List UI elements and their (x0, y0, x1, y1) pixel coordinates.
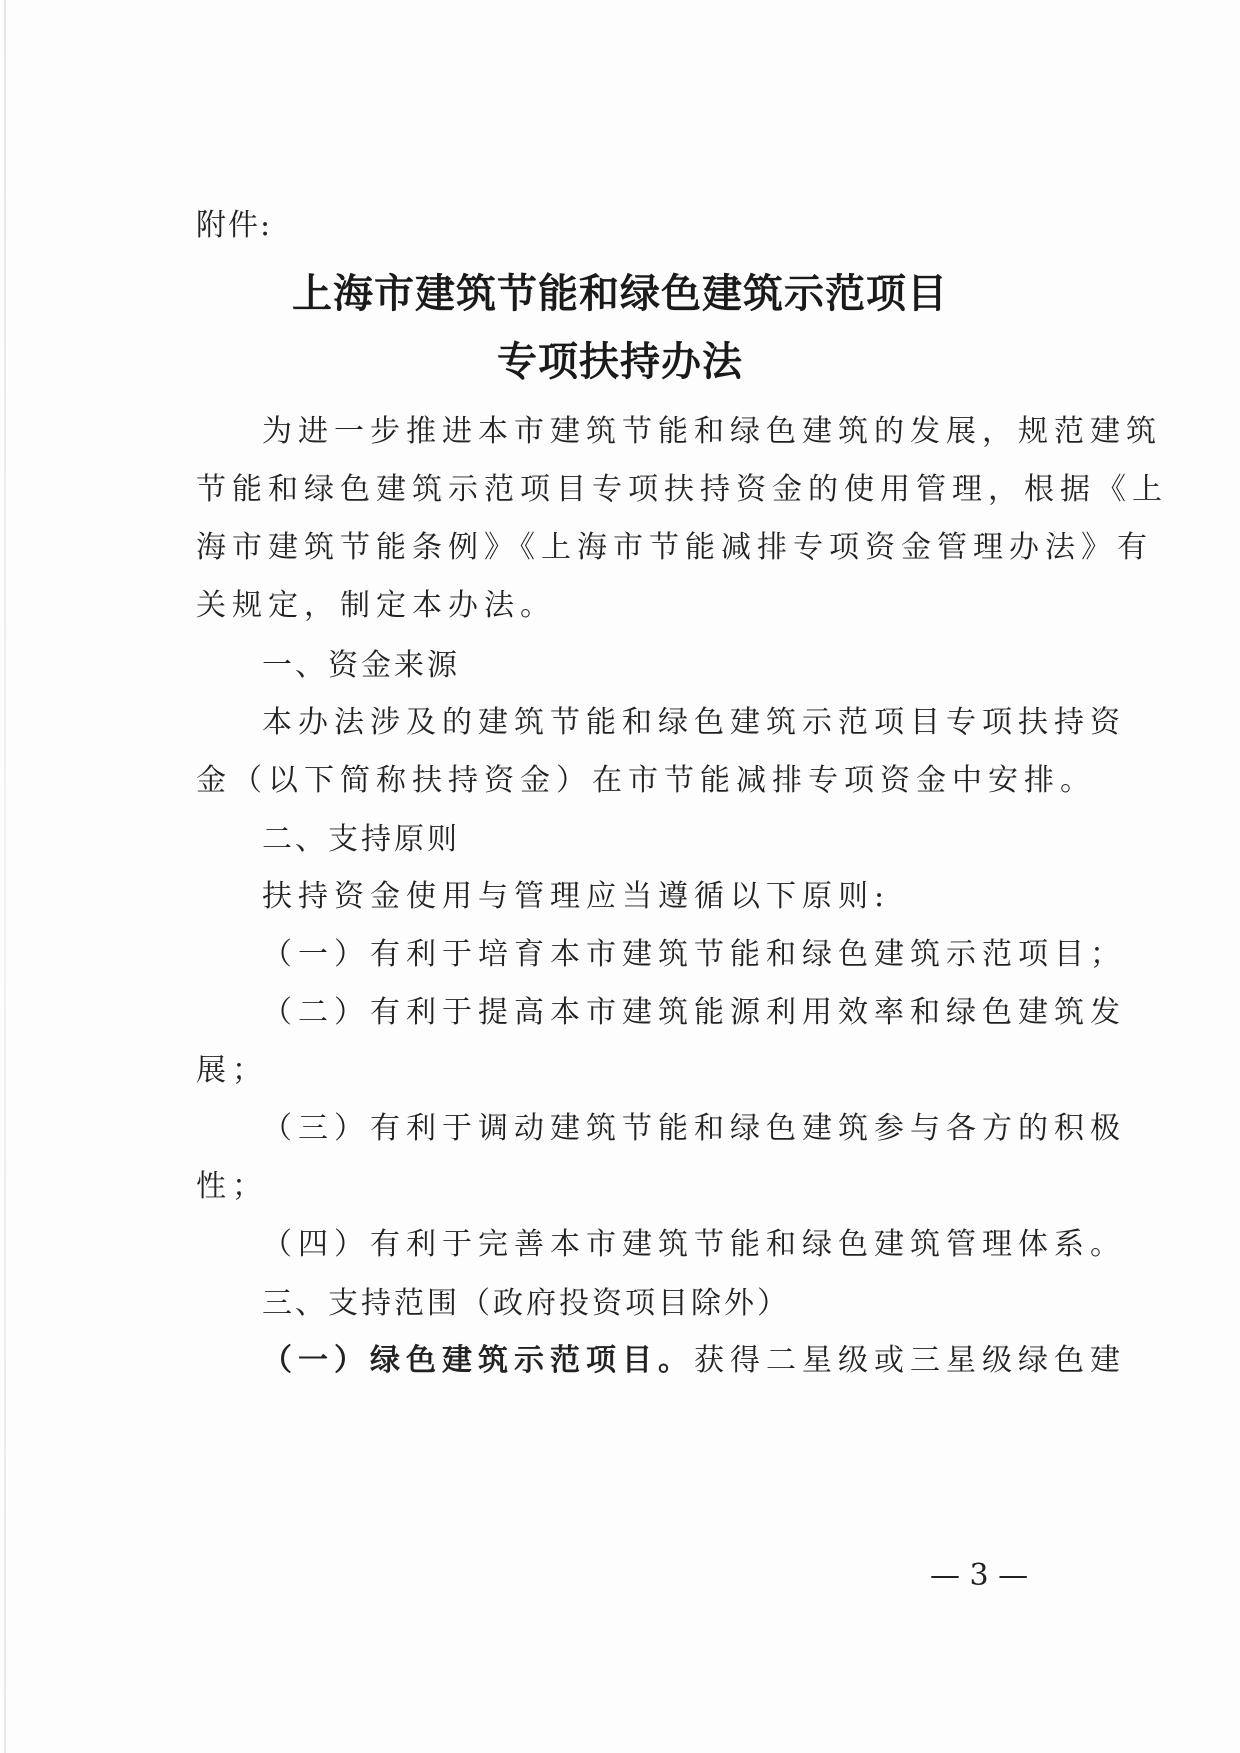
section-3-item-1 (262, 1341, 1126, 1381)
principle-3-line-1: （三）有利于调动建筑节能和绿色建筑参与各方的积极 (262, 1111, 1126, 1146)
principle-2-line-1: （二）有利于提高本市建筑能源利用效率和绿色建筑发 (262, 995, 1126, 1030)
intro-line-4: 关规定，制定本办法。 (196, 588, 556, 623)
section-2-intro: 扶持资金使用与管理应当遵循以下原则: (262, 879, 891, 914)
section-1-line-2: 金（以下简称扶持资金）在市节能减排专项资金中安排。 (196, 763, 1096, 798)
section-1-heading: 一、资金来源 (262, 648, 460, 683)
principle-3-line-2: 性； (196, 1169, 268, 1204)
section-3-item-1-text: 获得二星级或三星级绿色建 (694, 1343, 1126, 1378)
document-title-line-2: 专项扶持办法 (497, 339, 743, 385)
attachment-label: 附件: (196, 208, 273, 243)
page-number: — 3 — (930, 1558, 1029, 1593)
principle-1: （一）有利于培育本市建筑节能和绿色建筑示范项目； (262, 937, 1126, 972)
intro-line-3: 海市建筑节能条例》《上海市节能减排专项资金管理办法》有 (196, 530, 1153, 565)
section-2-heading: 二、支持原则 (262, 822, 460, 857)
section-1-line-1: 本办法涉及的建筑节能和绿色建筑示范项目专项扶持资 (262, 705, 1126, 740)
section-3-item-1-title: （一）绿色建筑示范项目。 (262, 1343, 694, 1378)
document-title-line-1: 上海市建筑节能和绿色建筑示范项目 (292, 271, 948, 317)
intro-line-1: 为进一步推进本市建筑节能和绿色建筑的发展，规范建筑 (262, 414, 1162, 449)
principle-2-line-2: 展； (196, 1053, 268, 1088)
principle-4: （四）有利于完善本市建筑节能和绿色建筑管理体系。 (262, 1227, 1126, 1262)
section-3-heading: 三、支持范围（政府投资项目除外） (262, 1286, 790, 1321)
intro-line-2: 节能和绿色建筑示范项目专项扶持资金的使用管理，根据《上 (196, 472, 1168, 507)
